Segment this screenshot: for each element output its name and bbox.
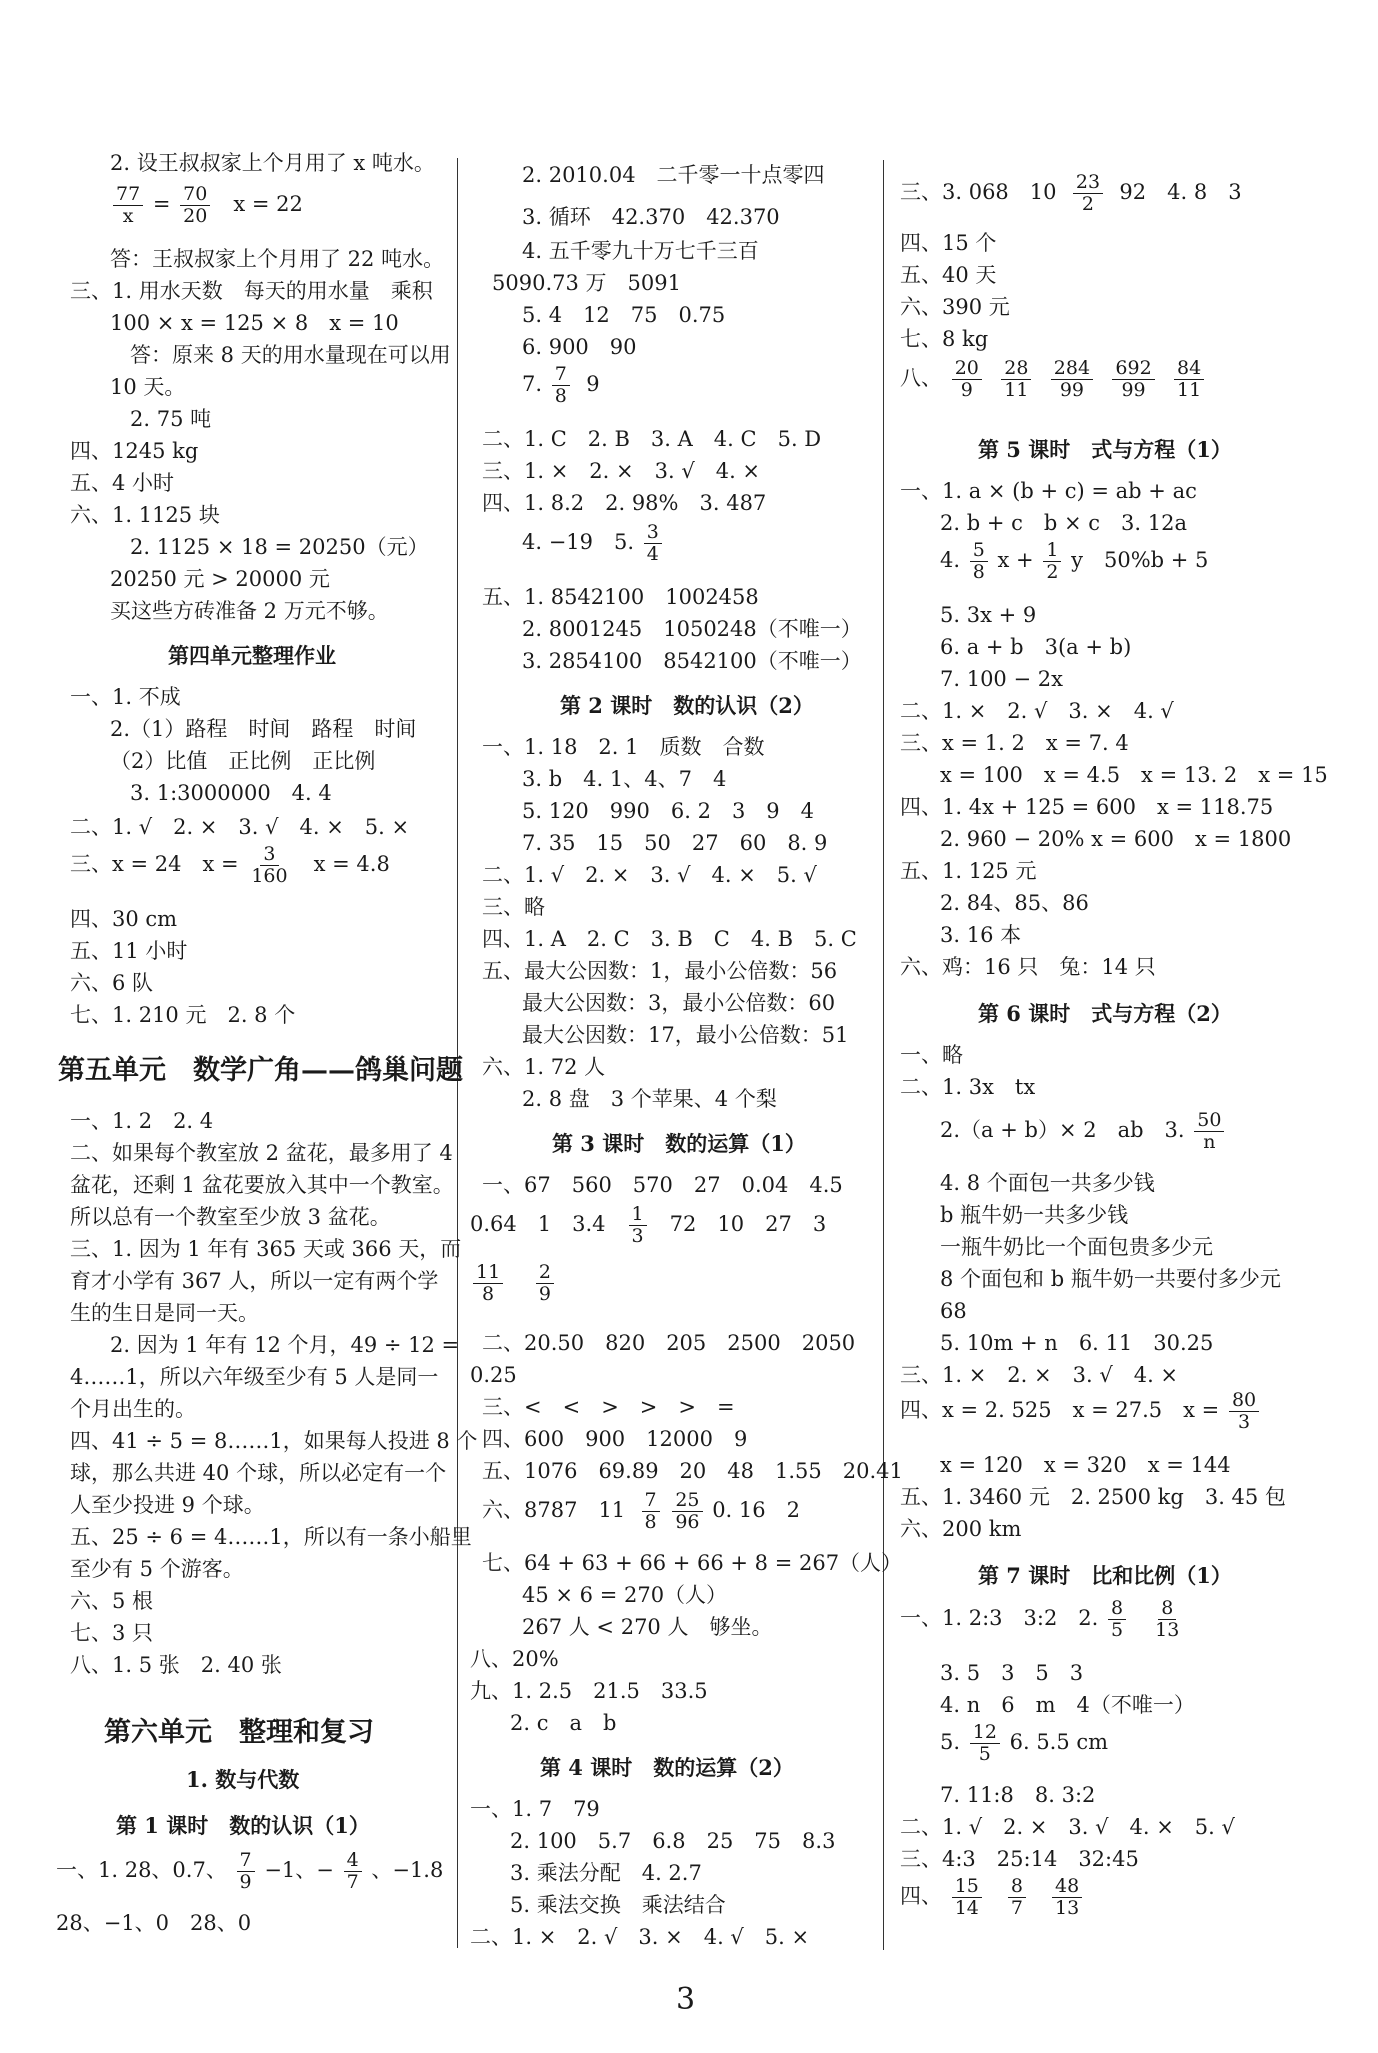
text-line: 七、8 kg bbox=[900, 327, 989, 351]
text-line: 10 天。 bbox=[110, 375, 186, 399]
text-line: 六、200 km bbox=[900, 1517, 1022, 1541]
text-line: 5090.73 万 5091 bbox=[492, 271, 681, 295]
section-heading: 第 7 课时 比和比例（1） bbox=[978, 1563, 1232, 1588]
text-line: 3. 2854100 8542100（不唯一） bbox=[522, 649, 862, 673]
text-line: 三、x = 24 x = $\frac{3}{160}$ x = 4.8 bbox=[70, 843, 390, 887]
text-line: 九、1. 2.5 21.5 33.5 bbox=[470, 1679, 708, 1703]
text-line: 2.（a + b）× 2 ab 3. $\frac{50}{n}$ bbox=[940, 1110, 1227, 1153]
text-line: 四、30 cm bbox=[70, 907, 178, 931]
text-line: 六、8787 11 $\frac{7}{8}$ $\frac{25}{96}$ 0. 16 2 bbox=[482, 1489, 800, 1533]
text-line: 四、1. A 2. C 3. B C 4. B 5. C bbox=[482, 927, 857, 951]
text-line: 2. 1125 × 18 = 20250（元） bbox=[130, 535, 429, 559]
text-line: 八、20% bbox=[470, 1647, 559, 1671]
text-line: （2）比值 正比例 正比例 bbox=[110, 749, 376, 773]
text-line: 四、41 ÷ 5 = 8……1，如果每人投进 8 个 bbox=[70, 1429, 478, 1453]
text-line: 七、1. 210 元 2. 8 个 bbox=[70, 1003, 296, 1027]
text-line: 八、1. 5 张 2. 40 张 bbox=[70, 1653, 282, 1677]
text-line: 四、1. 4x + 125 = 600 x = 118.75 bbox=[900, 795, 1274, 819]
text-line: 28、−1、0 28、0 bbox=[56, 1911, 252, 1935]
text-line: 3. 乘法分配 4. 2.7 bbox=[510, 1861, 702, 1885]
section-heading: 第 1 课时 数的认识（1） bbox=[116, 1813, 370, 1838]
text-line: 五、1076 69.89 20 48 1.55 20.41 bbox=[482, 1459, 903, 1483]
text-line: 二、1. × 2. √ 3. × 4. √ bbox=[900, 699, 1174, 723]
section-heading: 第 3 课时 数的运算（1） bbox=[552, 1131, 806, 1156]
text-line: 三、4:3 25:14 32:45 bbox=[900, 1847, 1139, 1871]
text-line: 4. 五千零九十万七千三百 bbox=[522, 239, 759, 263]
text-line: 四、15 个 bbox=[900, 231, 997, 255]
text-line: 四、1. 8.2 2. 98% 3. 487 bbox=[482, 491, 767, 515]
text-line: 6. a + b 3(a + b) bbox=[940, 635, 1132, 659]
text-line: 一、1. 2:3 3:2 2. $\frac{8}{5}$ $\frac{8}{13}$ bbox=[900, 1597, 1180, 1641]
text-line: 一、67 560 570 27 0.04 4.5 bbox=[482, 1173, 843, 1197]
text-line: 7. 35 15 50 27 60 8. 9 bbox=[522, 831, 828, 855]
section-heading: 第 6 课时 式与方程（2） bbox=[978, 1001, 1232, 1026]
text-line: 五、11 小时 bbox=[70, 939, 188, 963]
text-line: 三、1. × 2. × 3. √ 4. × bbox=[482, 459, 761, 483]
text-line: 0.64 1 3.4 $\frac{1}{3}$ 72 10 27 3 bbox=[470, 1203, 827, 1247]
text-line: 2.（1）路程 时间 路程 时间 bbox=[110, 717, 417, 741]
text-line: 一、1. 7 79 bbox=[470, 1797, 600, 1821]
text-line: 六、1. 72 人 bbox=[482, 1055, 606, 1079]
text-line: 2. 因为 1 年有 12 个月，49 ÷ 12 = bbox=[110, 1333, 460, 1357]
text-line: 一、1. 28、0.7、 $\frac{7}{9}$ −1、− $\frac{4}{7}$ 、−1.8 bbox=[56, 1849, 444, 1893]
text-line: 一、1. 18 2. 1 质数 合数 bbox=[482, 735, 765, 759]
text-line: 七、3 只 bbox=[70, 1621, 154, 1645]
text-line: 2. 2010.04 二千零一十点零四 bbox=[522, 163, 825, 187]
text-line: 三、略 bbox=[482, 895, 545, 919]
text-line: 生的生日是同一天。 bbox=[70, 1301, 259, 1325]
text-line: 2. 100 5.7 6.8 25 75 8.3 bbox=[510, 1829, 836, 1853]
text-line: 答：王叔叔家上个月用了 22 吨水。 bbox=[110, 247, 445, 271]
text-line: 4. n 6 m 4（不唯一） bbox=[940, 1693, 1195, 1717]
text-line: 2. c a b bbox=[510, 1711, 617, 1735]
text-line: 5. 10m + n 6. 11 30.25 bbox=[940, 1331, 1214, 1355]
text-line: 2. 8 盘 3 个苹果、4 个梨 bbox=[522, 1087, 777, 1111]
unit-heading: 第五单元 数学广角——鸽巢问题 bbox=[58, 1055, 463, 1086]
text-line: 一瓶牛奶比一个面包贵多少元 bbox=[940, 1235, 1213, 1259]
text-line: 5. 120 990 6. 2 3 9 4 bbox=[522, 799, 815, 823]
text-line: b 瓶牛奶一共多少钱 bbox=[940, 1203, 1129, 1227]
text-line: 6. 900 90 bbox=[522, 335, 637, 359]
text-line: 68 bbox=[940, 1299, 967, 1323]
text-line: 五、40 天 bbox=[900, 263, 997, 287]
page-number: 3 bbox=[676, 1982, 696, 2017]
text-line: 2. 设王叔叔家上个月用了 x 吨水。 bbox=[110, 151, 435, 175]
text-line: 7. $\frac{7}{8}$ 9 bbox=[522, 363, 600, 407]
text-line: 20250 元 > 20000 元 bbox=[110, 567, 330, 591]
text-line: 三、1. 因为 1 年有 365 天或 366 天，而 bbox=[70, 1237, 462, 1261]
text-line: 二、1. √ 2. × 3. √ 4. × 5. × bbox=[70, 815, 410, 839]
text-line: 二、1. × 2. √ 3. × 4. √ 5. × bbox=[470, 1925, 810, 1949]
text-line: 六、1. 1125 块 bbox=[70, 503, 220, 527]
text-line: 三、< < > > > = bbox=[482, 1395, 735, 1419]
text-line: $\frac{77}{x}$ = $\frac{70}{20}$ x = 22 bbox=[110, 184, 303, 227]
text-line: 四、 $\frac{15}{14}$ $\frac{8}{7}$ $\frac{48}{13}$ bbox=[900, 1876, 1085, 1919]
text-line: 八、 $\frac{20}{9}$ $\frac{28}{11}$ $\frac{284}{99}$ $\frac{692}{99}$ $\frac{84}{11}$ bbox=[900, 358, 1207, 401]
text-line: 盆花，还剩 1 盆花要放入其中一个教室。 bbox=[70, 1173, 454, 1197]
text-line: 3. 5 3 5 3 bbox=[940, 1661, 1084, 1685]
text-line: 六、5 根 bbox=[70, 1589, 154, 1613]
text-line: 5. 乘法交换 乘法结合 bbox=[510, 1893, 726, 1917]
text-line: 2. 84、85、86 bbox=[940, 891, 1089, 915]
text-line: 5. $\frac{12}{5}$ 6. 5.5 cm bbox=[940, 1721, 1109, 1765]
unit-heading: 第六单元 整理和复习 bbox=[104, 1717, 374, 1748]
section-heading: 第四单元整理作业 bbox=[168, 643, 336, 668]
text-line: 二、1. √ 2. × 3. √ 4. × 5. √ bbox=[482, 863, 817, 887]
text-line: 五、25 ÷ 6 = 4……1，所以有一条小船里 bbox=[70, 1525, 472, 1549]
text-line: 五、4 小时 bbox=[70, 471, 175, 495]
text-line: 七、64 + 63 + 66 + 66 + 8 = 267（人） bbox=[482, 1551, 903, 1575]
text-line: 个月出生的。 bbox=[70, 1397, 196, 1421]
text-line: 100 × x = 125 × 8 x = 10 bbox=[110, 311, 399, 335]
text-line: 二、如果每个教室放 2 盆花，最多用了 4 bbox=[70, 1141, 453, 1165]
column-divider bbox=[883, 160, 884, 1950]
text-line: 4. $\frac{5}{8}$ x + $\frac{1}{2}$ y 50%b + 5 bbox=[940, 539, 1209, 583]
text-line: 最大公因数：3，最小公倍数：60 bbox=[522, 991, 836, 1015]
text-line: 2. 75 吨 bbox=[130, 407, 212, 431]
text-line: 一、略 bbox=[900, 1043, 963, 1067]
text-line: 五、最大公因数：1，最小公倍数：56 bbox=[482, 959, 838, 983]
section-heading: 第 5 课时 式与方程（1） bbox=[978, 437, 1232, 462]
text-line: 7. 11:8 8. 3:2 bbox=[940, 1783, 1096, 1807]
text-line: 3. 1:3000000 4. 4 bbox=[130, 781, 332, 805]
text-line: 2. b + c b × c 3. 12a bbox=[940, 511, 1187, 535]
text-line: 267 人 < 270 人 够坐。 bbox=[522, 1615, 773, 1639]
text-line: 三、x = 1. 2 x = 7. 4 bbox=[900, 731, 1129, 755]
text-line: 5. 4 12 75 0.75 bbox=[522, 303, 726, 327]
text-line: 五、1. 3460 元 2. 2500 kg 3. 45 包 bbox=[900, 1485, 1286, 1509]
text-line: x = 120 x = 320 x = 144 bbox=[940, 1453, 1231, 1477]
text-line: 0.25 bbox=[470, 1363, 517, 1387]
text-line: 二、20.50 820 205 2500 2050 bbox=[482, 1331, 856, 1355]
text-line: 2. 8001245 1050248（不唯一） bbox=[522, 617, 862, 641]
text-line: 4. 8 个面包一共多少钱 bbox=[940, 1171, 1155, 1195]
text-line: 4. −19 5. $\frac{3}{4}$ bbox=[522, 522, 665, 565]
text-line: 最大公因数：17，最小公倍数：51 bbox=[522, 1023, 849, 1047]
text-line: 所以总有一个教室至少放 3 盆花。 bbox=[70, 1205, 391, 1229]
section-heading: 1. 数与代数 bbox=[186, 1767, 300, 1792]
text-line: 六、6 队 bbox=[70, 971, 154, 995]
text-line: 4……1，所以六年级至少有 5 人是同一 bbox=[70, 1365, 439, 1389]
text-line: 3. 循环 42.370 42.370 bbox=[522, 205, 780, 229]
text-line: x = 100 x = 4.5 x = 13. 2 x = 15 bbox=[940, 763, 1328, 787]
text-line: 二、1. C 2. B 3. A 4. C 5. D bbox=[482, 427, 822, 451]
text-line: 答：原来 8 天的用水量现在可以用 bbox=[130, 343, 451, 367]
text-line: 至少有 5 个游客。 bbox=[70, 1557, 244, 1581]
text-line: 三、1. 用水天数 每天的用水量 乘积 bbox=[70, 279, 433, 303]
text-line: 人至少投进 9 个球。 bbox=[70, 1493, 265, 1517]
text-line: 四、1245 kg bbox=[70, 439, 199, 463]
text-line: $\frac{11}{8}$ $\frac{2}{9}$ bbox=[470, 1262, 557, 1305]
text-line: 45 × 6 = 270（人） bbox=[522, 1583, 728, 1607]
text-line: 一、1. a × (b + c) = ab + ac bbox=[900, 479, 1197, 503]
text-line: 二、1. 3x tx bbox=[900, 1075, 1036, 1099]
text-line: 五、1. 125 元 bbox=[900, 859, 1037, 883]
section-heading: 第 2 课时 数的认识（2） bbox=[560, 693, 814, 718]
text-line: 四、x = 2. 525 x = 27.5 x = $\frac{80}{3}$ bbox=[900, 1390, 1262, 1433]
text-line: 买这些方砖准备 2 万元不够。 bbox=[110, 599, 389, 623]
text-line: 一、1. 2 2. 4 bbox=[70, 1109, 214, 1133]
text-line: 2. 960 − 20% x = 600 x = 1800 bbox=[940, 827, 1292, 851]
text-line: 六、鸡：16 只 兔：14 只 bbox=[900, 955, 1156, 979]
text-line: 五、1. 8542100 1002458 bbox=[482, 585, 759, 609]
text-line: 一、1. 不成 bbox=[70, 685, 181, 709]
text-line: 8 个面包和 b 瓶牛奶一共要付多少元 bbox=[940, 1267, 1281, 1291]
text-line: 3. 16 本 bbox=[940, 923, 1022, 947]
text-line: 二、1. √ 2. × 3. √ 4. × 5. √ bbox=[900, 1815, 1235, 1839]
text-line: 5. 3x + 9 bbox=[940, 603, 1037, 627]
text-line: 三、3. 068 10 $\frac{23}{2}$ 92 4. 8 3 bbox=[900, 171, 1242, 215]
text-line: 3. b 4. 1、4、7 4 bbox=[522, 767, 727, 791]
text-line: 育才小学有 367 人，所以一定有两个学 bbox=[70, 1269, 439, 1293]
text-line: 六、390 元 bbox=[900, 295, 1010, 319]
text-line: 四、600 900 12000 9 bbox=[482, 1427, 748, 1451]
section-heading: 第 4 课时 数的运算（2） bbox=[540, 1755, 794, 1780]
text-line: 三、1. × 2. × 3. √ 4. × bbox=[900, 1363, 1179, 1387]
text-line: 7. 100 − 2x bbox=[940, 667, 1063, 691]
text-line: 球，那么共进 40 个球，所以必定有一个 bbox=[70, 1461, 447, 1485]
